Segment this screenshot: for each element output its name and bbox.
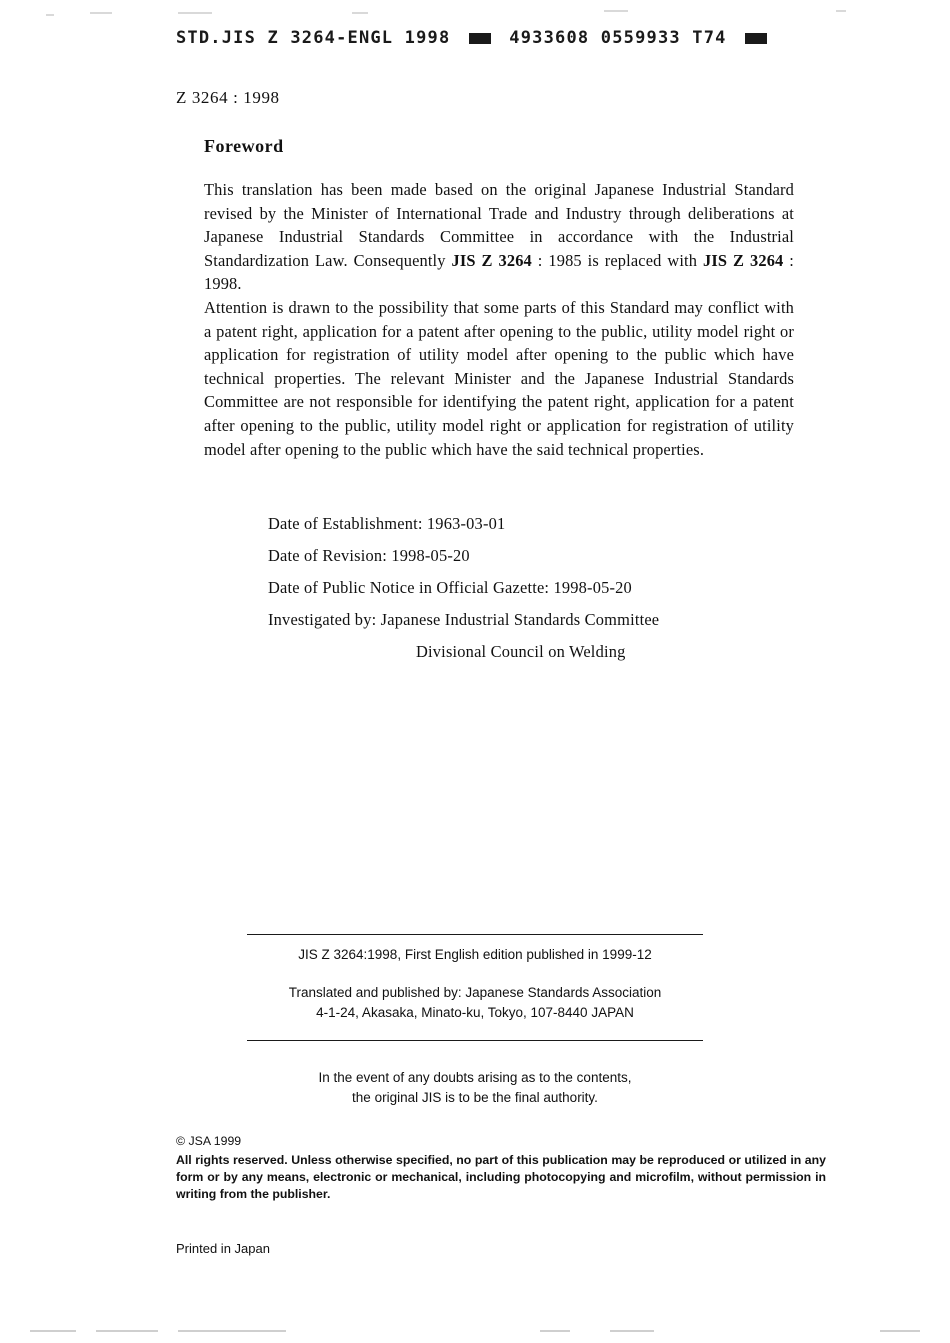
scan-code-line <box>0 28 950 48</box>
authority-note-line1: In the event of any doubts arising as to the contents, <box>318 1070 632 1085</box>
foreword-p1-end: : 1998. <box>204 250 795 294</box>
scan-code-left: STD.JIS Z 3264-ENGL 1998 <box>175 28 451 48</box>
divider-top <box>247 934 703 935</box>
block-marker-icon <box>469 33 491 44</box>
foreword-p1-bold-2: JIS Z 3264 <box>703 250 784 270</box>
block-marker-icon <box>745 33 767 44</box>
scan-artifact <box>178 12 212 14</box>
investigated-by-line2: Divisional Council on Welding <box>416 642 626 661</box>
copyright-holder: © JSA 1999 <box>176 1134 242 1148</box>
rights-notice: All rights reserved. Unless otherwise specified, no part of this publication may be reproduced or utilized in any form or by any means, electronic or mechanical, including photocopying and microfilm, without permission in writing from the publisher. <box>176 1153 826 1201</box>
scan-code-right: 4933608 0559933 T74 <box>509 28 727 48</box>
foreword-paragraph-1 <box>204 178 794 296</box>
scan-artifact <box>880 1330 920 1332</box>
scan-artifact <box>610 1330 654 1332</box>
scan-artifact <box>836 10 846 12</box>
publisher-address: 4-1-24, Akasaka, Minato-ku, Tokyo, 107-8440 JAPAN <box>316 1005 634 1020</box>
translated-by-line: Translated and published by: Japanese Standards Association <box>288 985 662 1000</box>
scan-artifact <box>352 12 368 14</box>
scan-artifact <box>178 1330 286 1332</box>
foreword-paragraph-2: Attention is drawn to the possibility that some parts of this Standard may conflict with a patent right, application for a patent after opening to the public, utility model right or application for registration of utility model after opening to the public which have technical properties. The relevant Minister and the Japanese Industrial Standards Committee are not responsible for identifying the patent right, application for a patent after opening to the public, utility model right or application for registration of utility model after opening to the public which have the said technical properties. <box>204 297 794 459</box>
date-public-notice: Date of Public Notice in Official Gazette: 1998-05-20 <box>268 578 632 597</box>
foreword-p1-bold-1: JIS Z 3264 <box>451 250 532 270</box>
scan-artifact <box>540 1330 570 1332</box>
foreword-body <box>204 178 794 461</box>
divider-bottom <box>247 1040 703 1041</box>
scan-artifact <box>96 1330 158 1332</box>
printed-in: Printed in Japan <box>176 1241 270 1256</box>
standard-number: Z 3264 : 1998 <box>176 88 280 107</box>
investigated-by: Investigated by: Japanese Industrial Standards Committee <box>268 610 660 629</box>
date-revision: Date of Revision: 1998-05-20 <box>268 546 470 565</box>
foreword-p1-text: This translation has been made based on the original Japanese Industrial Standard revised by the Minister of International Trade and Industry through deliberations at Japanese Industrial Standards Committee in accordance with the Industrial Standardization Law. Consequently <box>204 180 794 270</box>
edition-line: JIS Z 3264:1998, First English edition published in 1999-12 <box>298 947 652 962</box>
date-establishment: Date of Establishment: 1963-03-01 <box>268 514 506 533</box>
foreword-p1-mid: : 1985 is replaced with <box>531 250 704 270</box>
dates-block <box>268 508 888 668</box>
authority-note-line2: the original JIS is to be the final authority. <box>352 1090 598 1105</box>
scan-artifact <box>90 12 112 14</box>
scan-artifact <box>46 14 54 16</box>
scan-artifact <box>604 10 628 12</box>
foreword-heading: Foreword <box>204 136 284 156</box>
scan-artifact <box>30 1330 76 1332</box>
